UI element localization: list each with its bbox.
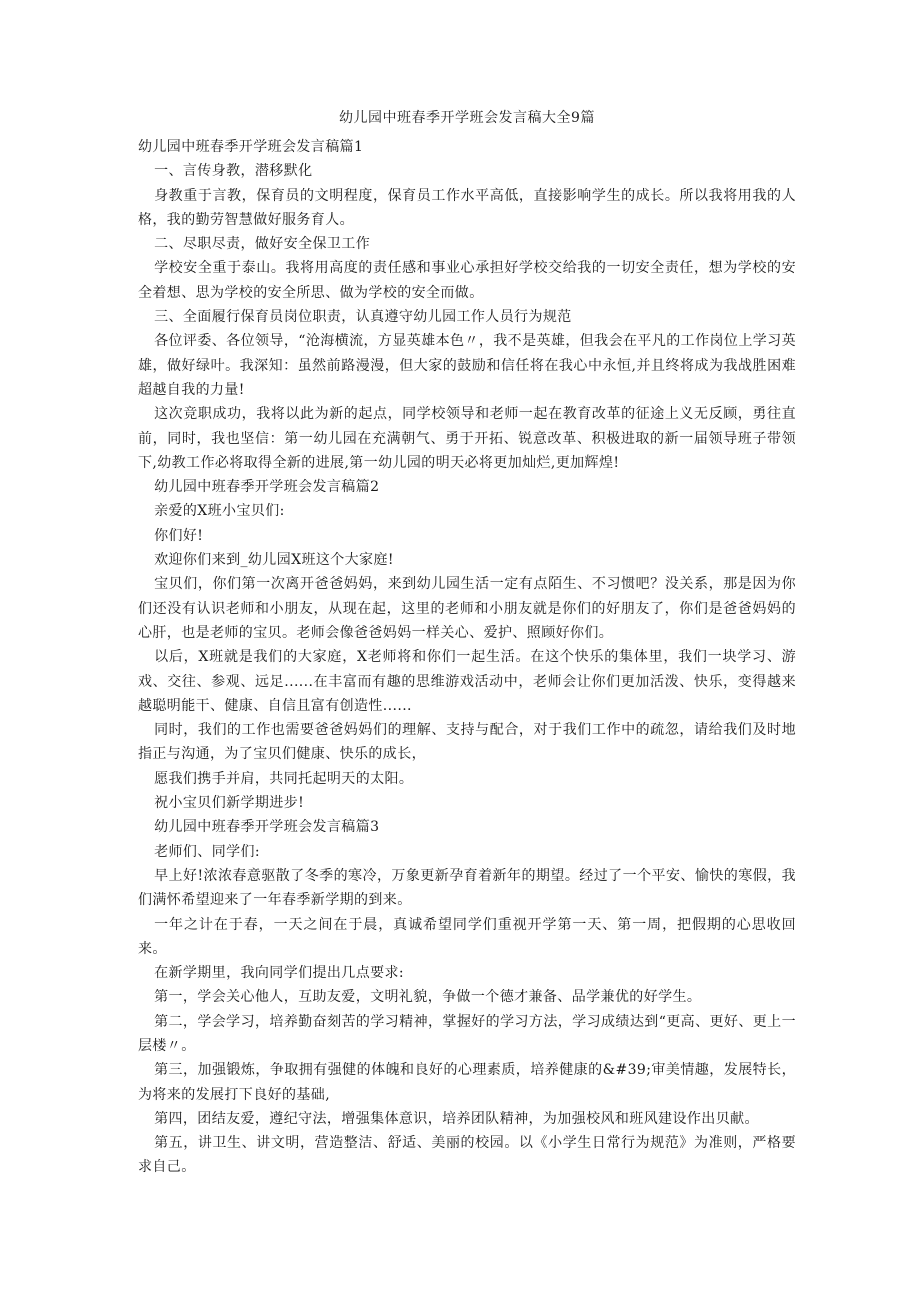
paragraph: 早上好!浓浓春意驱散了冬季的寒冷，万象更新孕育着新年的期望。经过了一个平安、愉快的寒假，我们满怀希望迎来了一年春季新学期的到来。	[138, 867, 796, 909]
paragraph: 在新学期里，我向同学们提出几点要求:	[154, 965, 405, 982]
paragraph: 幼儿园中班春季开学班会发言稿篇3	[154, 819, 380, 836]
paragraph: 幼儿园中班春季开学班会发言稿篇1	[138, 139, 364, 155]
paragraph: 一年之计在于春，一天之间在于晨，真诚希望同学们重视开学第一天、第一周，把假期的心思收回来。	[138, 916, 796, 957]
paragraph: 二、尽职尽责，做好安全保卫工作	[154, 236, 371, 253]
paragraph: 欢迎你们来到_幼儿园X班这个大家庭!	[154, 552, 394, 569]
paragraph: 愿我们携手并肩，共同托起明天的太阳。	[154, 770, 414, 787]
paragraph: 第二，学会学习，培养勤奋刻苦的学习精神，掌握好的学习方法，学习成绩达到“更高、更好、更上一层楼〃。	[138, 1013, 796, 1054]
paragraph: 以后，X班就是我们的大家庭，X老师将和你们一起生活。在这个快乐的集体里，我们一块学习、游戏、交往、参观、远足......在丰富而有趣的思维游戏活动中，老师会让你们更加活泼、快乐，变得越来越聪明能干、健康、自信且富有创造性......	[138, 649, 796, 714]
paragraph: 宝贝们，你们第一次离开爸爸妈妈，来到幼儿园生活一定有点陌生、不习惯吧？没关系，那是因为你们还没有认识老师和小朋友，从现在起，这里的老师和小朋友就是你们的好朋友了，你们是爸爸妈妈的心肝，也是老师的宝贝。老师会像爸爸妈妈一样关心、爱护、照顾好你们。	[138, 576, 796, 641]
paragraph: 幼儿园中班春季开学班会发言稿篇2	[154, 479, 380, 496]
paragraph: 老师们、同学们:	[154, 843, 261, 860]
paragraph: 身教重于言教，保育员的文明程度，保育员工作水平高低，直接影响学生的成长。所以我将用我的人格，我的勤劳智慧做好服务育人。	[138, 187, 796, 228]
paragraph: 一、言传身教，潜移默化	[154, 163, 313, 180]
paragraph: 亲爱的X班小宝贝们:	[154, 503, 285, 520]
paragraph: 三、全面履行保育员岗位职责，认真遵守幼儿园工作人员行为规范	[154, 309, 572, 326]
paragraph: 第五，讲卫生、讲文明，营造整洁、舒适、美丽的校园。以《小学生日常行为规范》为准则，严格要求自己。	[138, 1135, 796, 1176]
paragraph: 祝小宝贝们新学期进步!	[154, 795, 305, 812]
paragraph: 这次竞职成功，我将以此为新的起点，同学校领导和老师一起在教育改革的征途上义无反顾，勇往直前，同时，我也坚信：第一幼儿园在充满朝气、勇于开拓、锐意改革、积极进取的新一届领导班子带领下,幼教工作必将取得全新的进展,第一幼儿园的明天必将更加灿烂,更加辉煌!	[138, 406, 796, 471]
document-title: 幼儿园中班春季开学班会发言稿大全9篇	[339, 110, 595, 126]
document-body	[138, 135, 796, 1180]
paragraph: 学校安全重于泰山。我将用高度的责任感和事业心承担好学校交给我的一切安全责任，想为学校的安全着想、思为学校的安全所思、做为学校的安全而做。	[138, 260, 796, 301]
paragraph: 同时，我们的工作也需要爸爸妈妈们的理解、支持与配合，对于我们工作中的疏忽，请给我们及时地指正与沟通，为了宝贝们健康、快乐的成长，	[138, 722, 796, 763]
paragraph: 第三，加强锻炼，争取拥有强健的体魄和良好的心理素质，培养健康的&#39;审美情趣，发展特长，为将来的发展打下良好的基础,	[138, 1062, 796, 1103]
paragraph: 各位评委、各位领导，“沧海横流，方显英雄本色〃，我不是英雄，但我会在平凡的工作岗位上学习英雄，做好绿叶。我深知：虽然前路漫漫，但大家的鼓励和信任将在我心中永恒,并且终将成为我战胜困难超越自我的力量!	[138, 333, 796, 398]
paragraph: 你们好!	[154, 527, 204, 544]
paragraph: 第四，团结友爱，遵纪守法，增强集体意识，培养团队精神，为加强校风和班风建设作出贝献。	[154, 1110, 759, 1127]
paragraph: 第一，学会关心他人，互助友爱，文明礼貌，争做一个德才兼备、品学兼优的好学生。	[154, 989, 702, 1006]
document-page	[138, 108, 796, 1180]
